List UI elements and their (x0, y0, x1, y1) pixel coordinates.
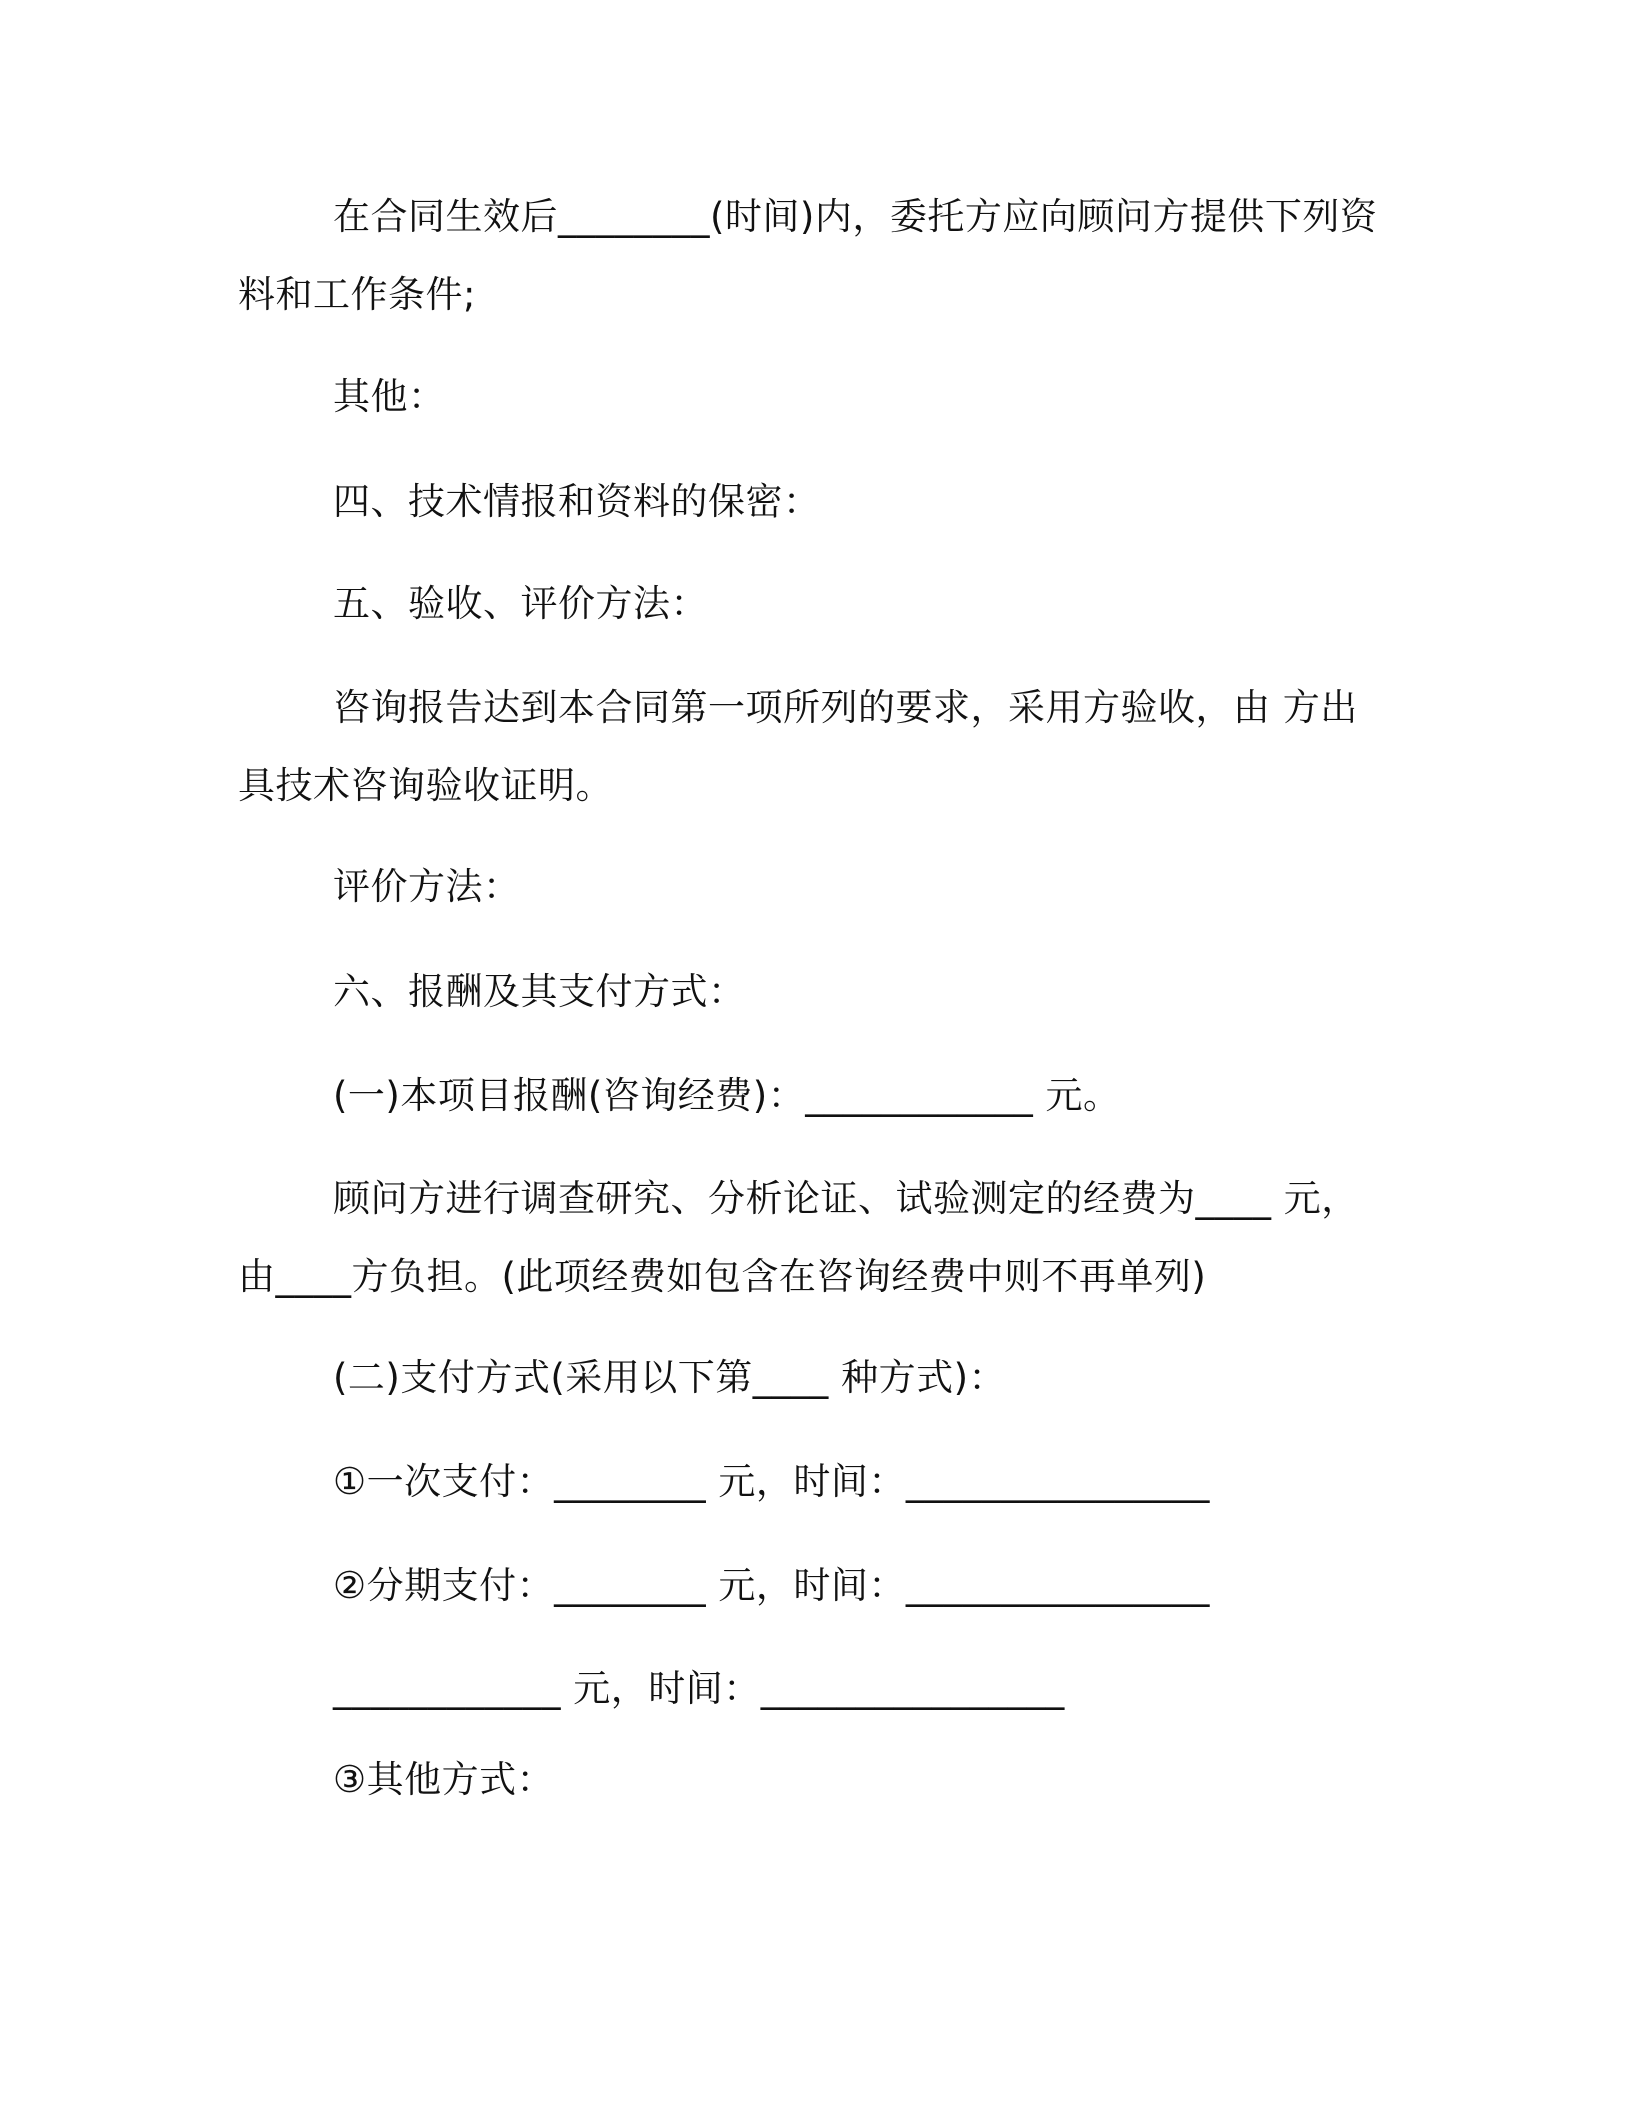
paragraph-lump-sum-payment: ①一次支付：________ 元，时间：________________ (333, 1460, 1210, 1503)
paragraph-materials-provision: 在合同生效后________(时间)内，委托方应向顾问方提供下列资料和工作条件; (238, 195, 1378, 316)
paragraph-installment-payment: ②分期支付：________ 元，时间：________________ (333, 1564, 1210, 1607)
paragraph-installment-line: ____________ 元，时间：________________ (333, 1667, 1065, 1710)
section-heading-acceptance: 五、验收、评价方法： (333, 582, 708, 625)
section-heading-payment: 六、报酬及其支付方式： (333, 970, 746, 1013)
paragraph-evaluation-method: 评价方法： (333, 865, 521, 908)
paragraph-other-method: ③其他方式： (333, 1758, 555, 1801)
paragraph-other: 其他： (333, 375, 446, 418)
paragraph-project-fee: (一)本项目报酬(咨询经费)：____________ 元。 (333, 1074, 1121, 1117)
paragraph-payment-method: (二)支付方式(采用以下第____ 种方式)： (333, 1356, 1007, 1399)
paragraph-research-expenses: 顾问方进行调查研究、分析论证、试验测定的经费为____ 元，由____方负担。(此项经费如包含在咨询经费中则不再单列) (238, 1177, 1359, 1298)
section-heading-confidentiality: 四、技术情报和资料的保密： (333, 480, 821, 523)
paragraph-acceptance-report: 咨询报告达到本合同第一项所列的要求，采用方验收，由 方出具技术咨询验收证明。 (238, 686, 1358, 807)
